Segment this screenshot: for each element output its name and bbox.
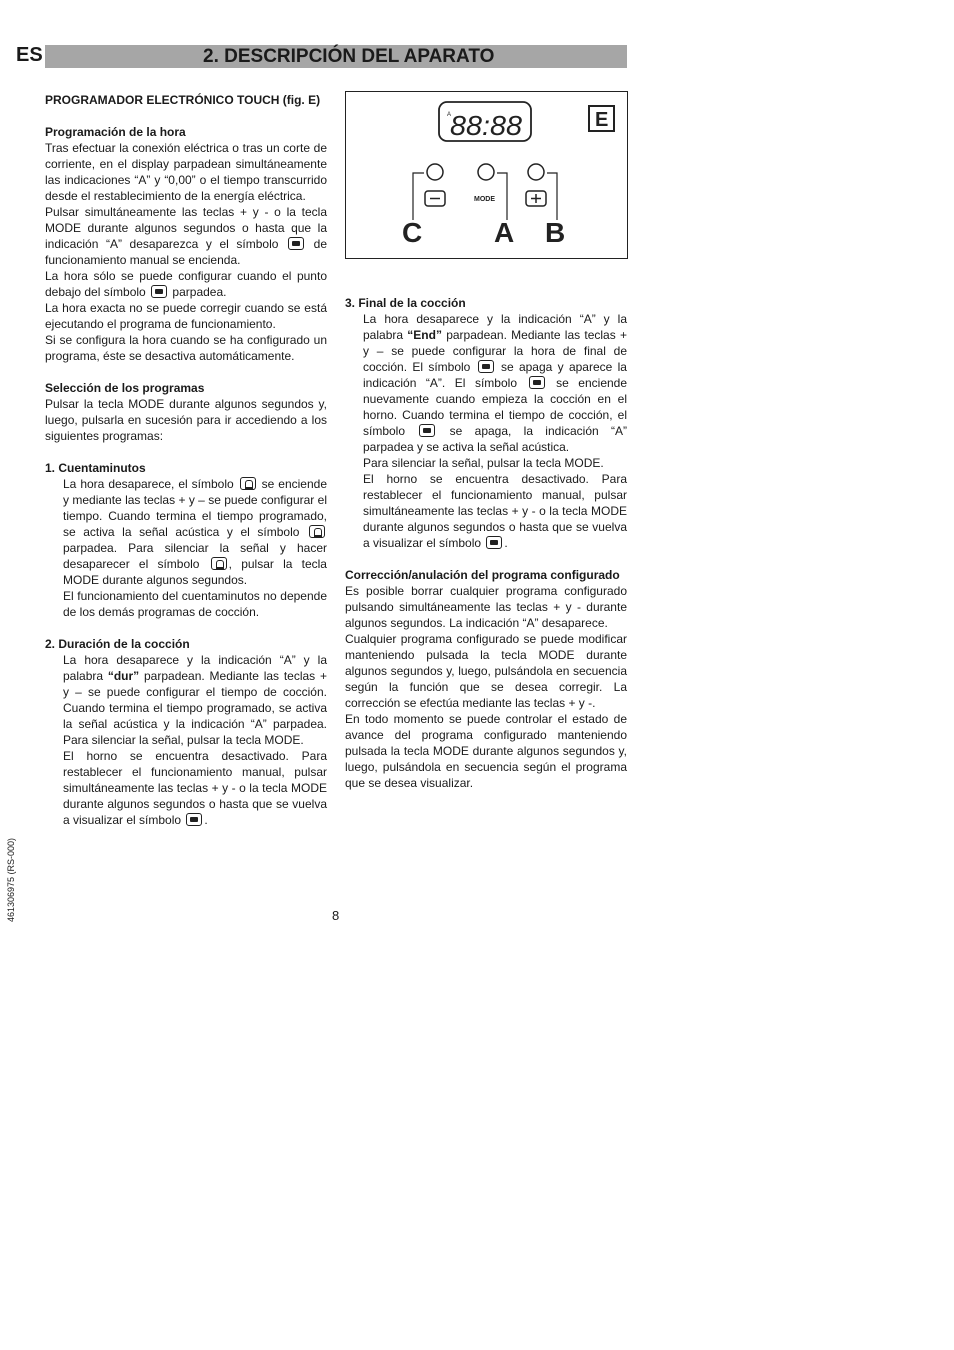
figure-e-control-panel <box>345 91 628 259</box>
document-code: 461306975 (RS-000) <box>6 837 16 922</box>
bell-icon <box>211 557 227 570</box>
correction-text-1: Es posible borrar cualquier programa configurado pulsando simultáneamente las teclas + y - durante algunos segundos. La indicación “A” desaparece. <box>345 584 627 630</box>
language-code: ES <box>16 44 43 66</box>
programmer-heading: PROGRAMADOR ELECTRÓNICO TOUCH (fig. E) <box>45 93 321 107</box>
bell-icon <box>309 525 325 538</box>
end-cooking-text-3: El horno se encuentra desactivado. Para restablecer el funcionamiento manual, pulsar simultáneamente las teclas + y - o la tecla MODE durante algunos segundos o hasta que se vuelva a visualizar el símbolo . <box>363 472 627 550</box>
label-b: B <box>545 217 566 248</box>
minus-touch-sensor <box>427 164 443 180</box>
cooking-duration-heading: 2. Duración de la cocción <box>45 637 190 651</box>
correction-text-3: En todo momento se puede controlar el estado de avance del programa configurado manteniendo pulsada la tecla MODE durante algunos segundos y, luego, pulsándola en secuencia según el programa que se desea visualizar. <box>345 712 627 790</box>
bell-icon <box>240 477 256 490</box>
oven-icon <box>478 360 494 373</box>
page-number: 8 <box>332 908 340 923</box>
cooking-duration-text-2: El horno se encuentra desactivado. Para restablecer el funcionamiento manual, pulsar simultáneamente las teclas + y - o la tecla MODE durante algunos segundos o hasta que se vuelva a visualizar el símbolo . <box>63 749 327 827</box>
right-column <box>345 295 627 791</box>
oven-icon <box>419 424 435 437</box>
oven-icon <box>151 285 167 298</box>
minute-minder-text-1: La hora desaparece, el símbolo se enciende y mediante las teclas + y – se puede configurar el tiempo. Cuando termina el tiempo programado, se activa la señal acústica y el símbolo parpadea. Para silenciar la señal y hacer desaparecer el símbolo , pulsar la tecla MODE durante algunos segundos. <box>63 477 327 587</box>
correction-heading: Corrección/anulación del programa configurado <box>345 568 620 582</box>
oven-icon <box>486 536 502 549</box>
oven-icon <box>529 376 545 389</box>
section-title-bar <box>45 45 627 68</box>
plus-touch-sensor <box>528 164 544 180</box>
time-setting-text-4: La hora exacta no se puede corregir cuando se está ejecutando el programa de funcionamiento. <box>45 301 327 331</box>
program-selection-text: Pulsar la tecla MODE durante algunos segundos y, luego, pulsarla en sucesión para ir accediendo a los siguientes programas: <box>45 397 327 443</box>
cooking-duration-text-1: La hora desaparece y la indicación “A” y la palabra “dur” parpadean. Mediante las teclas + y – se puede configurar el tiempo de cocción. Cuando termina el tiempo programado, se activa la señal acústica y la indicación “A” parpadea. Para silenciar la señal, pulsar la tecla MODE. <box>63 653 327 747</box>
leader-line-c <box>413 173 424 220</box>
minute-minder-heading: 1. Cuentaminutos <box>45 461 146 475</box>
oven-icon <box>186 813 202 826</box>
label-c: C <box>402 217 423 248</box>
end-cooking-heading: 3. Final de la cocción <box>345 296 466 310</box>
display-digits: 88:88 <box>450 110 523 141</box>
figure-letter: E <box>595 109 609 131</box>
end-cooking-text-2: Para silenciar la señal, pulsar la tecla MODE. <box>363 456 604 470</box>
minute-minder-text-2: El funcionamiento del cuentaminutos no depende de los demás programas de cocción. <box>63 589 327 619</box>
time-setting-heading: Programación de la hora <box>45 125 186 139</box>
leader-line-a <box>497 173 507 220</box>
mode-touch-sensor <box>478 164 494 180</box>
end-cooking-text-1: La hora desaparece y la indicación “A” y la palabra “End” parpadean. Mediante las teclas + y – se puede configurar la hora de final de cocción. El símbolo se apaga y aparece la indicación “A”. El símbolo se enciende nuevamente cuando empieza la cocción en el horno. Cuando termina el tiempo de cocción, el símbolo se apaga, la indicación “A” parpadea y se activa la señal acústica. <box>363 312 628 454</box>
display-a-indicator: A <box>447 112 452 118</box>
program-selection-heading: Selección de los programas <box>45 381 205 395</box>
time-setting-text-2: Pulsar simultáneamente las teclas + y - o la tecla MODE durante algunos segundos o hasta que la indicación “A” desaparezca y el símbolo de funcionamiento manual se encienda. <box>45 205 327 267</box>
left-column <box>45 92 327 828</box>
label-a: A <box>494 217 515 248</box>
correction-text-2: Cualquier programa configurado se puede modificar manteniendo pulsada la tecla MODE durante algunos segundos y, luego, pulsándola en secuencia según la función que se desea corregir. La corrección se efectúa mediante las teclas + y -. <box>345 632 627 710</box>
leader-line-b <box>547 173 557 220</box>
section-title: 2. DESCRIPCIÓN DEL APARATO <box>203 46 495 67</box>
mode-label: MODE <box>474 196 495 203</box>
oven-icon <box>288 237 304 250</box>
time-setting-text-3: La hora sólo se puede configurar cuando el punto debajo del símbolo parpadea. <box>45 269 327 299</box>
time-setting-text-1: Tras efectuar la conexión eléctrica o tras un corte de corriente, en el display parpadean simultáneamente las indicaciones “A” y “0,00” o el tiempo transcurrido desde el restablecimiento de la energía eléctrica. <box>45 141 327 203</box>
time-setting-text-5: Si se configura la hora cuando se ha configurado un programa, éste se desactiva automáticamente. <box>45 333 327 363</box>
